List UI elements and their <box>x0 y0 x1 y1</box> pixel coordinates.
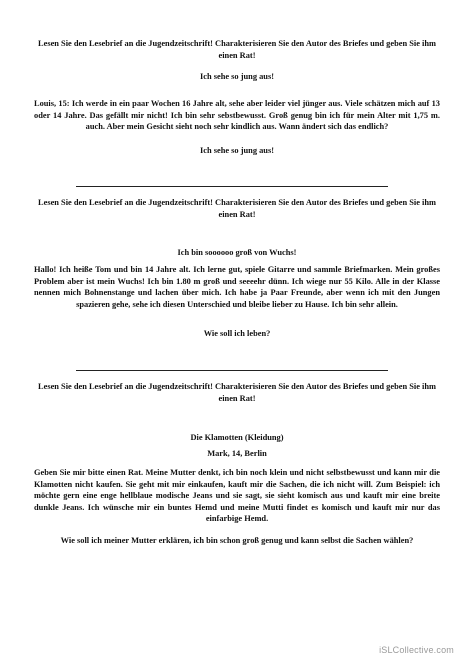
site-watermark: iSLCollective.com <box>379 645 454 655</box>
section3-letter-body: Geben Sie mir bitte einen Rat. Meine Mutter denkt, ich bin noch klein und nicht selbstbewusst und kann mir die Klamotten nicht kaufen. Sie geht mit mir einkaufen, kauft mir die Sachen, die ich nicht will. Zum Beispiel: ich möchte gern eine enge hellblaue modische Jeans und sie sagt, sie sieht komisch aus und kauft mir eine breite dunkle Jeans. Ich wünsche mir ein buntes Hemd und meine Mutti findet es komisch und kauft mir nur das einfarbige Hemd. <box>34 468 440 524</box>
section1-letter-body: Louis, 15: Ich werde in ein paar Wochen 16 Jahre alt, sehe aber leider viel jünger aus. Viele schätzen mich auf 13 oder 14 Jahre. Das gefällt mir nicht! Ich bin sehr sebstbewusst. Groß genug bin ich für mein Alter mit 1,75 m. auch. Aber mein Gesicht sieht noch sehr kindlich aus. Wann ändert sich das endlich? <box>34 99 440 132</box>
section1-instruction: Lesen Sie den Lesebrief an die Jugendzeitschrift! Charakterisieren Sie den Autor des Briefes und geben Sie ihm einen Rat! <box>38 39 436 60</box>
section2-title: Ich bin soooooo groß von Wuchs! <box>177 248 297 257</box>
section-divider <box>76 186 388 187</box>
section3-closing: Wie soll ich meiner Mutter erklären, ich bin schon groß genug und kann selbst die Sachen wählen? <box>60 536 414 545</box>
section2-closing: Wie soll ich leben? <box>203 329 271 338</box>
section3-title: Die Klamotten (Kleidung) <box>190 433 284 442</box>
section3-instruction: Lesen Sie den Lesebrief an die Jugendzeitschrift! Charakterisieren Sie den Autor des Briefes und geben Sie ihm einen Rat! <box>38 382 436 403</box>
section3-author: Mark, 14, Berlin <box>207 449 267 458</box>
section1-closing: Ich sehe so jung aus! <box>200 146 274 155</box>
section2-letter-body: Hallo! Ich heiße Tom und bin 14 Jahre alt. Ich lerne gut, spiele Gitarre und sammle Briefmarken. Mein großes Problem aber ist mein Wuchs! Ich bin 1.80 m groß und seeeehr dünn. Ich wiege nur 55 Kilo. Alle in der Klasse nennen mich Bohnenstange und lachen über mich. Ich habe ja Paar Freunde, aber wenn ich mit den Jungen spazieren gehe, sehe ich diesen Unterschied und bleibe lieber zu Hause. Ich bin sehr allein. <box>34 265 440 309</box>
section2-instruction: Lesen Sie den Lesebrief an die Jugendzeitschrift! Charakterisieren Sie den Autor des Briefes und geben Sie ihm einen Rat! <box>38 198 436 219</box>
section1-title: Ich sehe so jung aus! <box>200 72 274 81</box>
section-divider <box>76 370 388 371</box>
